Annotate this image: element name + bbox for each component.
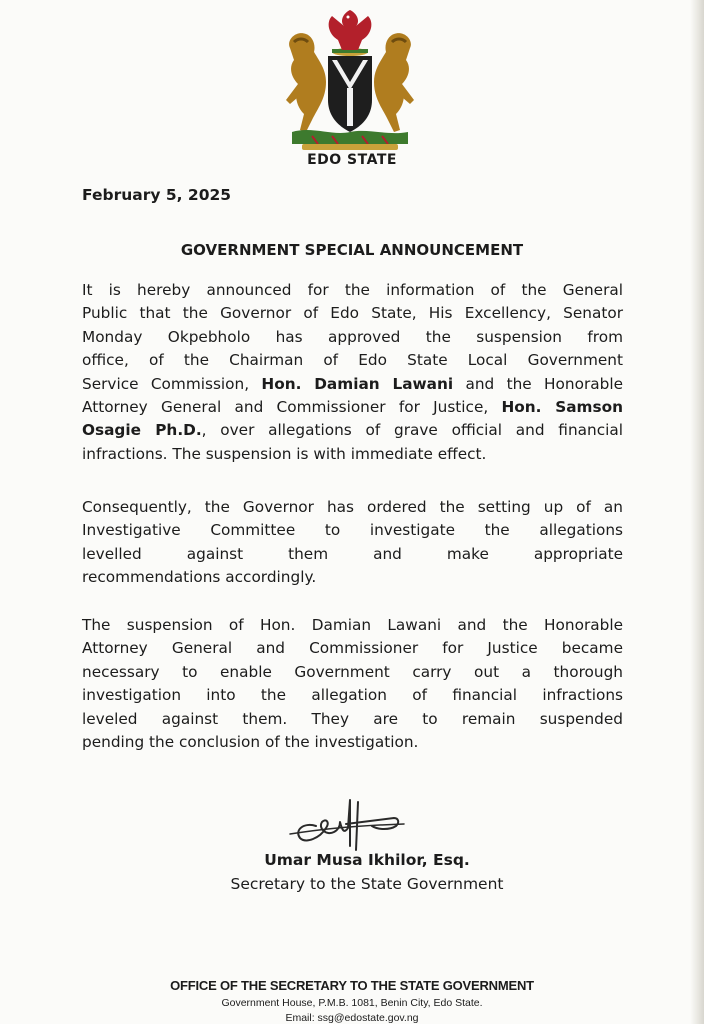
- text-line: pending the conclusion of the investigation.: [82, 733, 419, 752]
- letter-date: February 5, 2025: [82, 186, 232, 204]
- text-run: Service Commission,: [82, 374, 262, 393]
- text-run: Attorney General and Commissioner for Justice,: [82, 398, 502, 417]
- text-line: leveled against them. They are to remain suspended: [82, 709, 623, 728]
- paragraph-2: [82, 496, 623, 590]
- footer-email: Email: ssg@edostate.gov.ng: [285, 1012, 419, 1024]
- announcement-heading: GOVERNMENT SPECIAL ANNOUNCEMENT: [180, 241, 524, 259]
- text-line: office, of the Chairman of Edo State Local Government: [82, 351, 623, 370]
- signatory-name: Umar Musa Ikhilor, Esq.: [264, 851, 470, 869]
- text-line: Monday Okpebholo has approved the suspension from: [82, 327, 623, 346]
- commissioner-name: Hon. Samson: [501, 398, 623, 417]
- text-line: Attorney General and Commissioner for Justice became: [82, 639, 623, 658]
- text-line: It is hereby announced for the information of the General: [82, 281, 623, 299]
- state-name: EDO STATE: [307, 152, 397, 168]
- text-line: [82, 373, 623, 396]
- text-run: , over allegations of grave official and financial: [201, 421, 623, 440]
- text-line: [82, 419, 623, 442]
- text-line: [82, 396, 623, 419]
- signature-icon: [286, 796, 410, 854]
- text-run: and the Honorable: [453, 374, 623, 393]
- text-line: levelled against them and make appropriate: [82, 544, 623, 563]
- coat-of-arms-icon: [272, 8, 428, 158]
- text-line: recommendations accordingly.: [82, 568, 317, 587]
- footer-office: OFFICE OF THE SECRETARY TO THE STATE GOVERNMENT: [170, 978, 534, 993]
- text-line: Public that the Governor of Edo State, His Excellency, Senator: [82, 304, 623, 323]
- text-line: Consequently, the Governor has ordered the setting up of an: [82, 498, 623, 516]
- text-line: infractions. The suspension is with immediate effect.: [82, 444, 487, 463]
- chairman-name: Hon. Damian Lawani: [261, 374, 454, 393]
- text-line: investigation into the allegation of financial infractions: [82, 686, 623, 705]
- footer-address: Government House, P.M.B. 1081, Benin City, Edo State.: [221, 997, 483, 1009]
- signatory-title: Secretary to the State Government: [230, 875, 504, 893]
- text-line: Investigative Committee to investigate the allegations: [82, 521, 623, 540]
- text-line: necessary to enable Government carry out a thorough: [82, 662, 623, 681]
- paragraph-3: [82, 614, 623, 754]
- text-line: The suspension of Hon. Damian Lawani and the Honorable: [82, 616, 623, 634]
- commissioner-name: Osagie Ph.D.: [82, 421, 202, 440]
- paragraph-1: [82, 279, 623, 466]
